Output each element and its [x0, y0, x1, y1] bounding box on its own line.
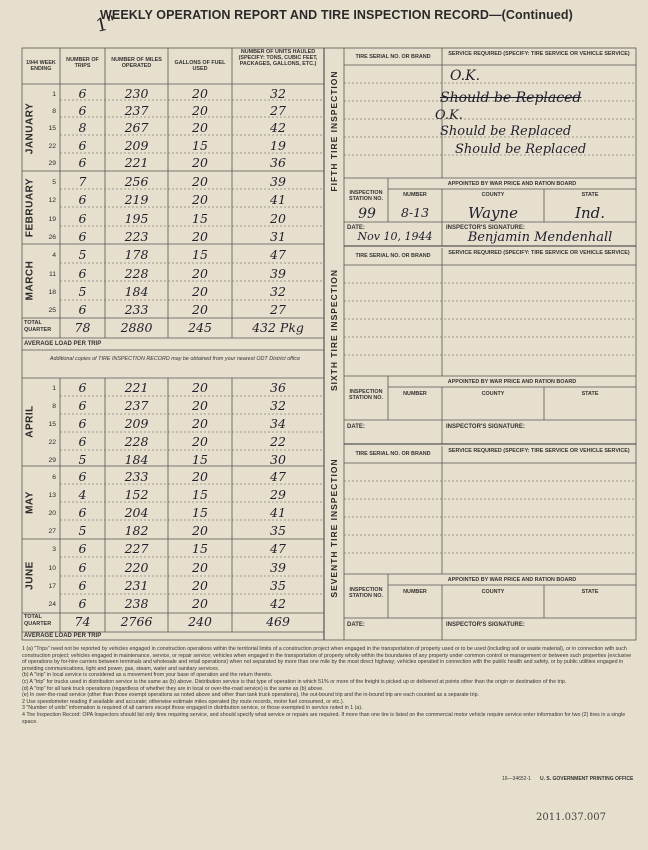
month-label: APRIL: [24, 405, 36, 438]
miles-value: 184: [124, 452, 149, 467]
fifth-county: Wayne: [467, 204, 519, 222]
footnote: (e) In over-the-road service (other than those exempt operations as noted above and other than tank truck operations), the out-bound trip and the in-bound trip are each counted as a separate trip.: [22, 692, 479, 699]
fuel-value: 20: [192, 469, 208, 484]
fifth-state-label: STATE: [581, 192, 599, 198]
units-value: 39: [270, 174, 286, 189]
trips-value: 6: [78, 229, 87, 244]
units-value: 47: [270, 469, 286, 484]
trips-value: 6: [78, 416, 87, 431]
footnote: (b) A "trip" in local service is considered as a movement from your base of operation and the return thereto.: [22, 672, 273, 679]
fuel-value: 20: [192, 523, 208, 538]
fifth-serial-header: TIRE SERIAL NO. OR BRAND: [355, 54, 431, 60]
miles-value: 228: [124, 266, 149, 281]
week-day: 13: [48, 492, 56, 499]
fifth-station-no: 99: [358, 206, 376, 222]
week-day: 8: [52, 108, 56, 115]
trips-value: 6: [78, 469, 87, 484]
q2-total-fuel: 240: [188, 614, 212, 629]
miles-value: 221: [124, 155, 149, 170]
seventh-inspection-title: SEVENTH TIRE INSPECTION: [329, 458, 339, 598]
units-value: 30: [270, 452, 286, 467]
trips-value: 8: [78, 120, 87, 135]
footnote: (c) A "trip" for trucks used in distribution service is the same as (b) above. Distribution service is that type of operation in which 51% or more of the freight is picked up or delivered at points other than the origin or destination of the trip.: [22, 678, 567, 685]
miles-value: 233: [124, 302, 149, 317]
fuel-value: 20: [192, 266, 208, 281]
miles-value: 204: [124, 505, 149, 520]
fuel-value: 15: [192, 247, 208, 262]
miles-value: 267: [124, 120, 149, 135]
q1-total-fuel: 245: [188, 320, 212, 335]
miles-value: 221: [124, 380, 149, 395]
sixth-number-label: NUMBER: [403, 391, 427, 397]
week-day: 1: [52, 91, 56, 98]
q2-average-label: AVERAGE LOAD PER TRIP: [24, 633, 102, 639]
printer-line: U. S. GOVERNMENT PRINTING OFFICE: [540, 776, 634, 782]
units-value: 19: [270, 138, 286, 153]
week-day: 29: [48, 160, 56, 167]
trips-value: 5: [78, 284, 87, 299]
trips-value: 6: [78, 434, 87, 449]
week-day: 22: [48, 143, 56, 150]
fifth-service-entry: O.K.: [435, 108, 463, 123]
units-value: 42: [270, 596, 286, 611]
sixth-appointed-label: APPOINTED BY WAR PRICE AND RATION BOARD: [447, 379, 577, 385]
footnote: (d) A "trip" for all tank truck operations (regardless of whether they are in local or over-the-road service) is the same as (b) above.: [22, 685, 324, 692]
footnote: 3 "Number of units" information is required of all carriers except those engaged in distribution service, or those exempted in service noted in 1 (a).: [22, 705, 363, 712]
trips-value: 6: [78, 398, 87, 413]
additional-copies-note: Additional copies of TIRE INSPECTION RECORD may be obtained from your nearest ODT District office: [49, 356, 301, 362]
units-value: 41: [270, 505, 286, 520]
fuel-value: 20: [192, 578, 208, 593]
units-value: 27: [270, 302, 286, 317]
trips-value: 6: [78, 103, 87, 118]
week-day: 5: [52, 179, 56, 186]
fifth-service-entry: Should be Replaced: [455, 142, 587, 157]
fuel-value: 20: [192, 380, 208, 395]
miles-value: 227: [124, 541, 149, 556]
units-value: 35: [270, 523, 286, 538]
accession-number: 2011.037.007: [536, 812, 606, 823]
fuel-value: 20: [192, 596, 208, 611]
footnotes: [22, 646, 636, 725]
fuel-value: 15: [192, 541, 208, 556]
fifth-number-label: NUMBER: [403, 192, 427, 198]
week-day: 15: [48, 421, 56, 428]
trips-value: 6: [78, 155, 87, 170]
month-label: FEBRUARY: [24, 177, 36, 238]
fifth-date-label: DATE:: [347, 225, 365, 231]
miles-value: 230: [124, 86, 149, 101]
fuel-header: GALLONS OF FUEL USED: [174, 60, 226, 73]
month-label: JUNE: [24, 561, 36, 590]
fifth-county-label: COUNTY: [481, 192, 505, 198]
seventh-county-label: COUNTY: [481, 589, 505, 595]
fuel-value: 20: [192, 416, 208, 431]
fifth-signature: Benjamin Mendenhall: [467, 230, 613, 245]
units-value: 47: [270, 541, 286, 556]
miles-value: 195: [124, 211, 149, 226]
trips-value: 6: [78, 302, 87, 317]
units-value: 34: [270, 416, 286, 431]
week-day: 4: [52, 252, 56, 259]
units-value: 42: [270, 120, 286, 135]
seventh-appointed-label: APPOINTED BY WAR PRICE AND RATION BOARD: [447, 577, 577, 583]
corner-handwritten-marks: 1": [94, 12, 118, 37]
units-value: 36: [270, 155, 286, 170]
fifth-state: Ind.: [575, 204, 605, 222]
units-value: 27: [270, 103, 286, 118]
fuel-value: 20: [192, 398, 208, 413]
units-value: 35: [270, 578, 286, 593]
trips-value: 6: [78, 380, 87, 395]
month-label: MAY: [24, 491, 36, 514]
units-value: 39: [270, 560, 286, 575]
seventh-number-label: NUMBER: [403, 589, 427, 595]
report-title: WEEKLY OPERATION REPORT AND TIRE INSPECTION RECORD—(Continued): [100, 8, 573, 22]
seventh-station-label: INSPECTION STATION NO.: [349, 587, 383, 600]
units-value: 41: [270, 192, 286, 207]
fuel-value: 20: [192, 434, 208, 449]
week-day: 3: [52, 546, 56, 553]
units-value: 20: [270, 211, 286, 226]
fifth-inspection-title: FIFTH TIRE INSPECTION: [329, 70, 339, 192]
q1-average-label: AVERAGE LOAD PER TRIP: [24, 341, 102, 347]
miles-value: 237: [124, 103, 149, 118]
week-day: 24: [48, 601, 56, 608]
fuel-value: 15: [192, 505, 208, 520]
trips-value: 4: [78, 487, 87, 502]
miles-value: 209: [124, 138, 149, 153]
units-value: 36: [270, 380, 286, 395]
q1-total-label: TOTAL QUARTER: [24, 320, 52, 333]
fifth-service-entry: Should be Replaced: [440, 90, 582, 106]
week-day: 25: [48, 307, 56, 314]
trips-value: 6: [78, 596, 87, 611]
trips-header: NUMBER OF TRIPS: [66, 57, 99, 70]
sixth-station-label: INSPECTION STATION NO.: [349, 389, 383, 402]
fuel-value: 20: [192, 103, 208, 118]
week-day: 18: [48, 289, 56, 296]
trips-value: 6: [78, 541, 87, 556]
units-value: 22: [270, 434, 286, 449]
trips-value: 6: [78, 211, 87, 226]
miles-value: 228: [124, 434, 149, 449]
miles-value: 152: [124, 487, 149, 502]
fuel-value: 20: [192, 155, 208, 170]
trips-value: 6: [78, 266, 87, 281]
trips-value: 6: [78, 578, 87, 593]
week-day: 22: [48, 439, 56, 446]
q1-total-units: 432 Pkg: [252, 320, 304, 335]
week-day: 10: [48, 565, 56, 572]
week-day: 11: [48, 271, 56, 278]
miles-value: 178: [124, 247, 149, 262]
fifth-signature-label: INSPECTOR'S SIGNATURE:: [446, 225, 525, 231]
miles-value: 238: [124, 596, 149, 611]
week-day: 1: [52, 385, 56, 392]
q1-total-trips: 78: [74, 320, 91, 335]
week-ending-header: 1944 WEEK ENDING: [26, 60, 56, 73]
trips-value: 5: [78, 523, 87, 538]
seventh-serial-header: TIRE SERIAL NO. OR BRAND: [355, 451, 431, 457]
units-value: 32: [270, 284, 286, 299]
week-day: 26: [48, 234, 56, 241]
fuel-value: 20: [192, 560, 208, 575]
trips-value: 6: [78, 560, 87, 575]
fuel-value: 15: [192, 452, 208, 467]
fuel-value: 15: [192, 211, 208, 226]
footnote: 2 Use speedometer reading if available and accurate; otherwise estimate miles operated (by route records, motor fuel consumed, or etc.).: [22, 698, 345, 705]
week-day: 27: [48, 528, 56, 535]
fifth-number: 8-13: [400, 205, 430, 220]
units-value: 32: [270, 398, 286, 413]
q2-total-miles: 2766: [120, 614, 153, 629]
week-day: 8: [52, 403, 56, 410]
trips-value: 6: [78, 505, 87, 520]
sixth-state-label: STATE: [581, 391, 599, 397]
trips-value: 5: [78, 247, 87, 262]
fifth-service-entry: Should be Replaced: [440, 124, 572, 139]
fuel-value: 20: [192, 229, 208, 244]
footnote: 1 (a) "Trips" need not be reported by vehicles engaged in construction operations within the territorial limits of a construction project when engaged in the transportation of property used or to be used (including soil or waste material), or in connection with such construction project; vehicles engaged in maintenance, service, or repair service; vehicles when engaged in the transportation of property wholly within the boundaries of any property under common control or management or between such properties (exclusive of operations by for-hire carriers between terminals and wholesale and retail operations) when not separated by more than one mile by the most direct highway; vehicles operated in connection with the public health and safety, or by public utilities engaged in providing communications, light and power, gas, steam, water and sanitary services.: [22, 646, 632, 672]
sixth-signature-label: INSPECTOR'S SIGNATURE:: [446, 424, 525, 430]
fuel-value: 20: [192, 192, 208, 207]
miles-value: 223: [124, 229, 149, 244]
q2-total-trips: 74: [74, 614, 91, 629]
month-label: MARCH: [24, 260, 36, 301]
fifth-service-header: SERVICE REQUIRED (SPECIFY: TIRE SERVICE OR VEHICLE SERVICE): [448, 51, 630, 57]
trips-value: 7: [78, 174, 87, 189]
sixth-service-header: SERVICE REQUIRED (SPECIFY: TIRE SERVICE OR VEHICLE SERVICE): [448, 250, 630, 256]
month-label: JANUARY: [24, 102, 36, 155]
sixth-inspection-title: SIXTH TIRE INSPECTION: [329, 268, 339, 392]
miles-value: 220: [124, 560, 149, 575]
miles-value: 256: [124, 174, 149, 189]
week-day: 17: [48, 583, 56, 590]
sixth-date-label: DATE:: [347, 424, 365, 430]
seventh-service-header: SERVICE REQUIRED (SPECIFY: TIRE SERVICE OR VEHICLE SERVICE): [448, 448, 630, 454]
miles-value: 184: [124, 284, 149, 299]
units-value: 39: [270, 266, 286, 281]
fuel-value: 15: [192, 487, 208, 502]
sixth-county-label: COUNTY: [481, 391, 505, 397]
fuel-value: 20: [192, 174, 208, 189]
trips-value: 6: [78, 138, 87, 153]
miles-value: 209: [124, 416, 149, 431]
seventh-date-label: DATE:: [347, 622, 365, 628]
q1-total-miles: 2880: [120, 320, 153, 335]
fuel-value: 15: [192, 138, 208, 153]
miles-value: 233: [124, 469, 149, 484]
units-value: 31: [270, 229, 286, 244]
trips-value: 5: [78, 452, 87, 467]
form-number: 16—34652-1: [502, 776, 531, 782]
week-day: 20: [48, 510, 56, 517]
fuel-value: 20: [192, 284, 208, 299]
footnote: 4 Tire Inspection Record: OPA Inspectors should list only tires requiring service, and should specify what service or repairs are required. If more than one tire is listed on the commercial motor vehicle require service enter information for two (2) tires in a single space.: [22, 711, 626, 725]
miles-value: 182: [124, 523, 149, 538]
units-value: 32: [270, 86, 286, 101]
seventh-state-label: STATE: [581, 589, 599, 595]
miles-header: NUMBER OF MILES OPERATED: [111, 57, 162, 70]
fifth-appointed-label: APPOINTED BY WAR PRICE AND RATION BOARD: [447, 181, 577, 187]
miles-value: 219: [124, 192, 149, 207]
miles-value: 231: [124, 578, 149, 593]
seventh-signature-label: INSPECTOR'S SIGNATURE:: [446, 622, 525, 628]
trips-value: 6: [78, 86, 87, 101]
week-day: 6: [52, 474, 56, 481]
week-day: 12: [48, 197, 56, 204]
week-day: 19: [48, 216, 56, 223]
trips-value: 6: [78, 192, 87, 207]
fifth-date: Nov 10, 1944: [357, 230, 433, 243]
fifth-station-label: INSPECTION STATION NO.: [349, 190, 383, 203]
units-header: NUMBER OF UNITS HAULED (SPECIFY: TONS, CUBIC FEET, PACKAGES, GALLONS, ETC.): [238, 49, 318, 68]
week-day: 29: [48, 457, 56, 464]
miles-value: 237: [124, 398, 149, 413]
fuel-value: 20: [192, 302, 208, 317]
q2-total-units: 469: [266, 614, 290, 629]
fuel-value: 20: [192, 120, 208, 135]
sixth-serial-header: TIRE SERIAL NO. OR BRAND: [355, 253, 431, 259]
units-value: 29: [270, 487, 286, 502]
fuel-value: 20: [192, 86, 208, 101]
week-day: 15: [48, 125, 56, 132]
fifth-service-entry: O.K.: [450, 68, 481, 84]
units-value: 47: [270, 247, 286, 262]
q2-total-label: TOTAL QUARTER: [24, 614, 52, 627]
